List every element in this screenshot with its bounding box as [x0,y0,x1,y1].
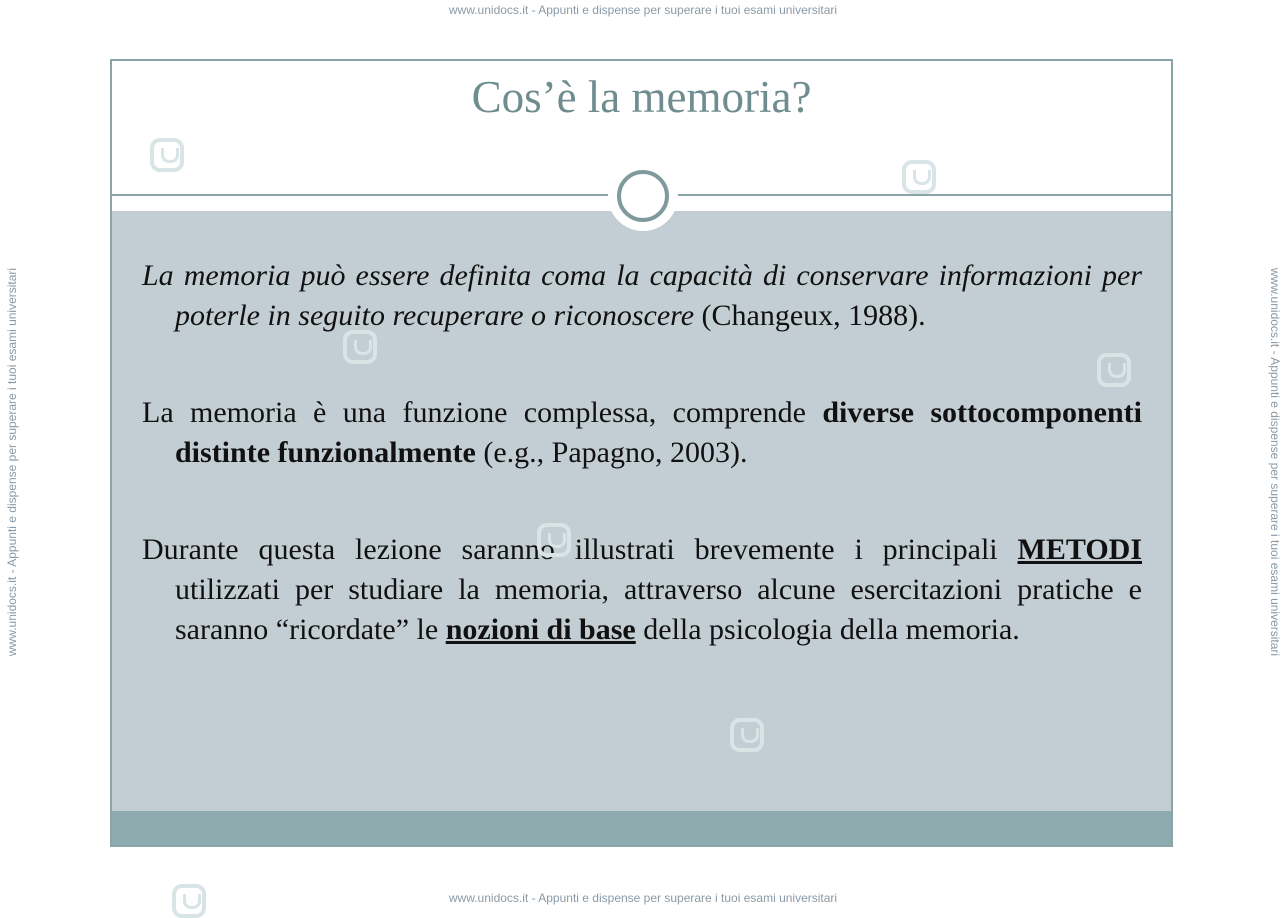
function-bold: diverse sottocomponenti distinte funzionalmente [175,396,1142,469]
unidocs-logo-icon [172,884,206,918]
definition-citation: (Changeux, 1988). [694,299,926,332]
paragraph-function [142,393,1142,473]
circle-ornament-icon [617,170,669,222]
watermark-bottom: www.unidocs.it - Appunti e dispense per superare i tuoi esami universitari [448,891,838,905]
lesson-bold-nozioni: nozioni di base [445,613,636,646]
unidocs-logo-icon [1097,353,1131,387]
lesson-text-3: della psicologia della memoria. [635,613,1020,646]
watermark-top: www.unidocs.it - Appunti e dispense per superare i tuoi esami universitari [448,3,838,17]
function-citation: (e.g., Papagno, 2003). [475,436,748,469]
lesson-text-1: Durante questa lezione saranno illustrati brevemente i principali [142,533,1018,566]
footer-band [112,811,1171,847]
lesson-text-2: utilizzati per studiare la memoria, attraverso alcune esercitazioni pratiche e saranno “ricordate” le [175,573,1142,646]
lesson-bold-metodi: METODI [1017,533,1142,566]
unidocs-logo-icon [343,330,377,364]
slide [110,59,1173,847]
watermark-left: www.unidocs.it - Appunti e dispense per superare i tuoi esami universitari [5,267,19,657]
unidocs-logo-icon [902,160,936,194]
paragraph-definition [142,256,1142,336]
slide-title: Cos’è la memoria? [471,72,812,122]
definition-text: La memoria può essere definita coma la capacità di conservare informazioni per poterle in seguito recuperare o riconoscere [142,259,1142,332]
unidocs-logo-icon [537,523,571,557]
unidocs-logo-icon [730,718,764,752]
unidocs-logo-icon [150,138,184,172]
divider-ornament [608,161,678,231]
slide-content [142,256,1142,650]
function-text: La memoria è una funzione complessa, comprende [142,396,823,429]
paragraph-lesson [142,530,1142,650]
watermark-right: www.unidocs.it - Appunti e dispense per superare i tuoi esami universitari [1268,267,1282,657]
